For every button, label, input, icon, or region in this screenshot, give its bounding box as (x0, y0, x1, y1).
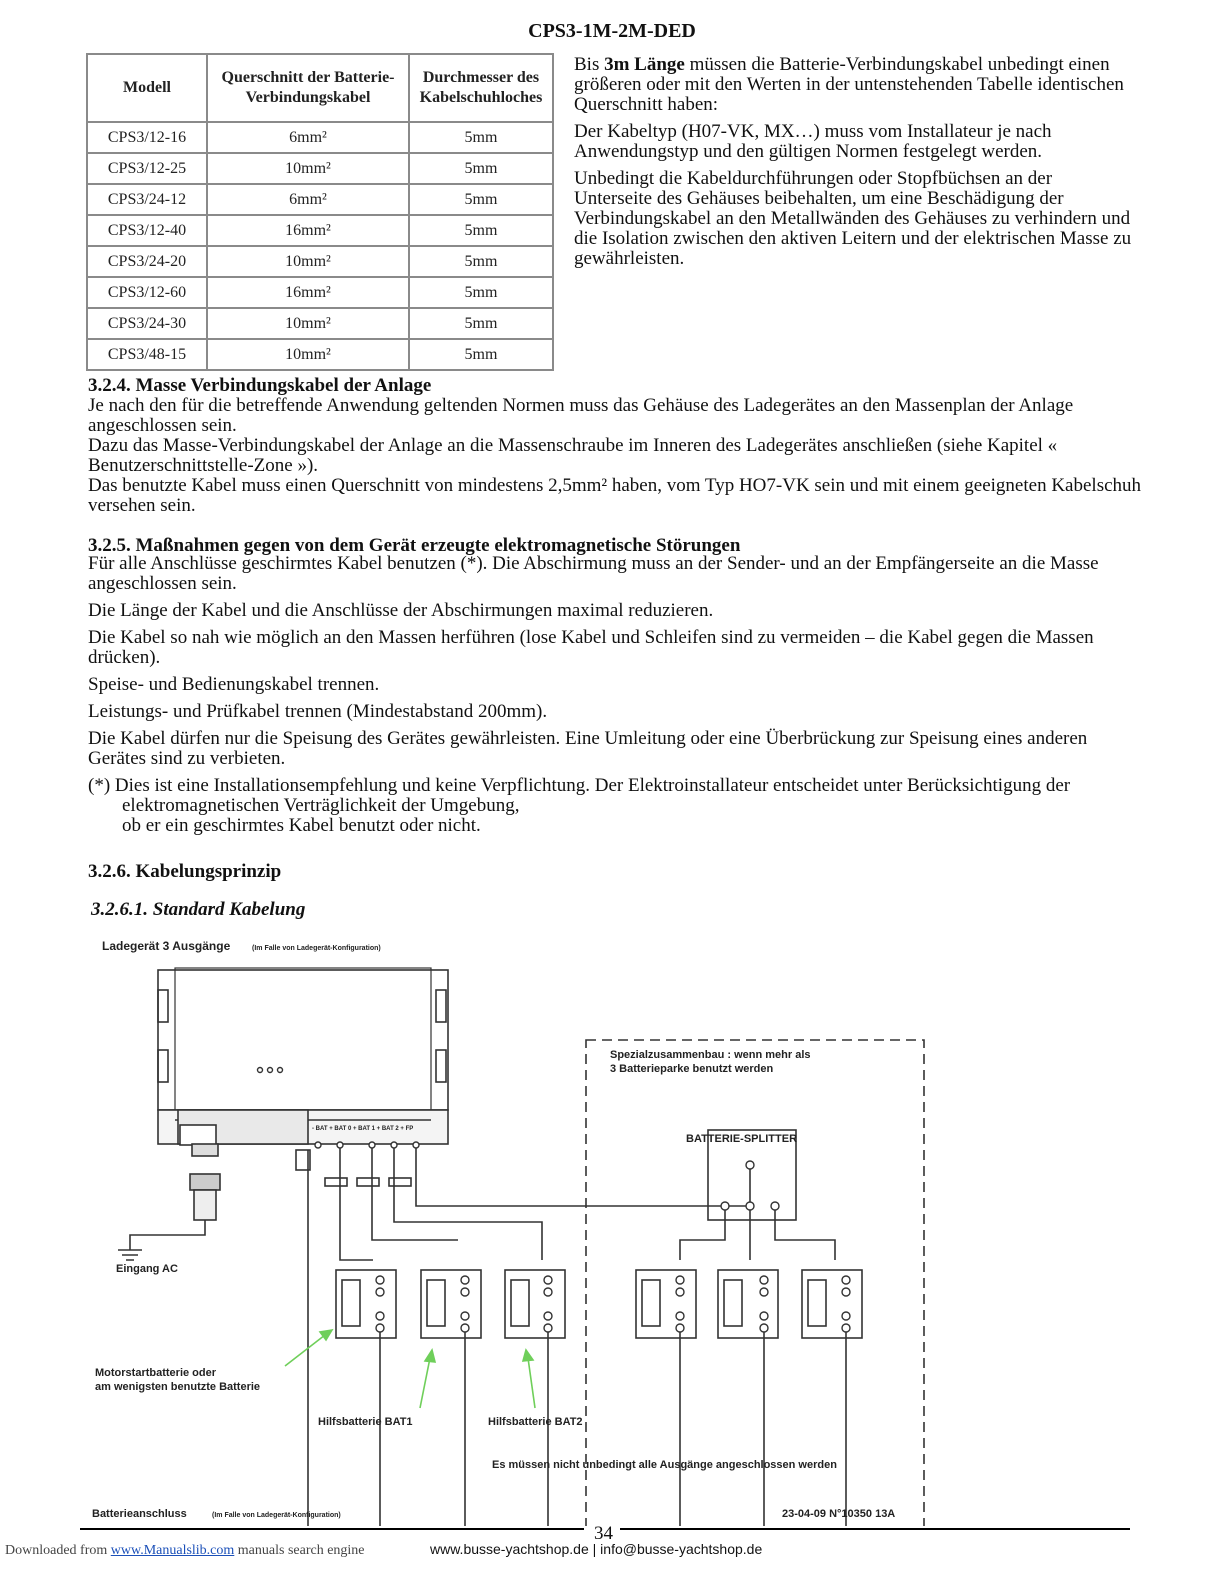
cable-notes (574, 55, 1134, 276)
paragraph: Dazu das Masse-Verbindungskabel der Anlage an die Massenschraube im Inneren des Ladegerätes anschließen (siehe Kapitel « Benutzerschnittstelle-Zone »). (88, 435, 1058, 476)
table-row (87, 215, 553, 246)
battery-bat1 (421, 1270, 481, 1338)
table-header-row (87, 54, 553, 122)
table-cell: CPS3/24-30 (87, 308, 207, 339)
aux-battery-2-label: Hilfsbatterie BAT2 (488, 1416, 583, 1428)
table-row (87, 184, 553, 215)
section-3-2-4 (88, 376, 1148, 516)
battery-extra-2 (718, 1270, 778, 1338)
diagram-footer-left: Batterieanschluss (92, 1508, 187, 1520)
table-row (87, 246, 553, 277)
footer-rule-left (80, 1528, 584, 1530)
battery-extra-1 (636, 1270, 696, 1338)
section-3-2-5 (88, 536, 1148, 836)
special-assembly-line-1: Spezialzusammenbau : wenn mehr als (610, 1049, 811, 1061)
cable-length-note: Bis 3m Länge müssen die Batterie-Verbindungskabel unbedingt einen größeren oder mit den Werten in der untenstehenden Tabelle identischen Querschnitt haben: (574, 54, 1124, 115)
section-heading: 3.2.5. Maßnahmen gegen von dem Gerät erzeugte elektromagnetische Störungen (88, 535, 741, 556)
table-row (87, 122, 553, 153)
battery-motor (336, 1270, 396, 1338)
table-header-cell: Querschnitt der Batterie-Verbindungskabel (207, 54, 409, 122)
table-cell: 6mm² (207, 122, 409, 153)
table-cell: CPS3/12-40 (87, 215, 207, 246)
battery-bat2 (505, 1270, 565, 1338)
table-header-cell: Durchmesser des Kabelschuhloches (409, 54, 553, 122)
diagram-footer-ref: 23-04-09 N°10350 13A (782, 1508, 896, 1520)
paragraph: Die Länge der Kabel und die Anschlüsse der Abschirmungen maximal reduzieren. (88, 600, 714, 621)
footer-rule-right (620, 1528, 1130, 1530)
page-number: 34 (594, 1523, 613, 1544)
table-cell: CPS3/48-15 (87, 339, 207, 370)
table-cell: 5mm (409, 308, 553, 339)
input-ac-label: Eingang AC (116, 1263, 178, 1275)
table-cell: 5mm (409, 184, 553, 215)
document-title: CPS3-1M-2M-DED (528, 20, 696, 42)
charger-housing (158, 970, 448, 1110)
table-cell: 5mm (409, 153, 553, 184)
paragraph: Speise- und Bedienungskabel trennen. (88, 674, 380, 695)
table-cell: CPS3/12-60 (87, 277, 207, 308)
section-heading: 3.2.4. Masse Verbindungskabel der Anlage (88, 375, 432, 396)
diagram-title: Ladegerät 3 Ausgänge (102, 939, 231, 953)
paragraph: Die Kabel dürfen nur die Speisung des Gerätes gewährleisten. Eine Umleitung oder eine Überbrückung zur Speisung eines anderen Gerätes sind zu verbieten. (88, 728, 1088, 769)
battery-extra-3 (802, 1270, 862, 1338)
footnote: (*) Dies ist eine Installationsempfehlung und keine Verpflichtung. Der Elektroinstallateur entscheidet unter Berücksichtigung der elektromagnetischen Verträglichkeit der Umgebung, ob er ein geschirmtes Kabel benutzt oder nicht. (88, 775, 1071, 836)
table-row (87, 339, 553, 370)
shop-contact: www.busse-yachtshop.de | info@busse-yachtshop.de (430, 1541, 763, 1557)
section-3-2-6-1-heading: 3.2.6.1. Standard Kabelung (91, 899, 306, 920)
table-cell: 6mm² (207, 184, 409, 215)
motor-battery-label-1: Motorstartbatterie oder (95, 1367, 217, 1379)
table-cell: 16mm² (207, 215, 409, 246)
diagram-title-note: (Im Falle von Ladegerät-Konfiguration) (252, 945, 381, 952)
paragraph: Je nach den für die betreffende Anwendung geltenden Normen muss das Gehäuse des Ladegerätes an den Massenplan der Anlage angeschlossen sein. (88, 395, 1074, 436)
table-cell: 16mm² (207, 277, 409, 308)
manualslib-link[interactable]: www.Manualslib.com (110, 1543, 235, 1558)
paragraph: Das benutzte Kabel muss einen Querschnitt von mindestens 2,5mm² haben, vom Typ HO7-VK sein und mit einem geeigneten Kabelschuh versehen sein. (88, 475, 1142, 516)
table-cell: CPS3/24-20 (87, 246, 207, 277)
splitter-label: BATTERIE-SPLITTER (686, 1133, 798, 1145)
table-cell: CPS3/12-25 (87, 153, 207, 184)
table-cell: 5mm (409, 339, 553, 370)
download-source: Downloaded from www.Manualslib.com manuals search engine (5, 1543, 365, 1558)
table-cell: 10mm² (207, 246, 409, 277)
table-row (87, 308, 553, 339)
motor-battery-label-2: am wenigsten benutzte Batterie (95, 1381, 261, 1393)
outputs-note: Es müssen nicht unbedingt alle Ausgänge angeschlossen werden (492, 1459, 837, 1471)
table-cell: 10mm² (207, 153, 409, 184)
aux-battery-1-label: Hilfsbatterie BAT1 (318, 1416, 413, 1428)
table-cell: 10mm² (207, 308, 409, 339)
diagram-footer-note: (Im Falle von Ladegerät-Konfiguration) (212, 1512, 341, 1519)
table-row (87, 277, 553, 308)
paragraph: Für alle Anschlüsse geschirmtes Kabel benutzen (*). Die Abschirmung muss an der Sender- und an der Empfängerseite an die Masse angeschlossen sein. (88, 553, 1099, 594)
table-cell: 5mm (409, 246, 553, 277)
paragraph: Die Kabel so nah wie möglich an den Massen herführen (lose Kabel und Schleifen sind zu vermeiden – die Kabel gegen die Massen drücken). (88, 627, 1094, 668)
cable-type-note: Der Kabeltyp (H07-VK, MX…) muss vom Installateur je nach Anwendungstyp und den gültigen Normen festgelegt werden. (574, 121, 1052, 162)
table-cell: 10mm² (207, 339, 409, 370)
table-cell: 5mm (409, 215, 553, 246)
paragraph: Leistungs- und Prüfkabel trennen (Mindestabstand 200mm). (88, 701, 548, 722)
wiring-diagram (0, 930, 1224, 1526)
table-row (87, 153, 553, 184)
cable-spec-table (86, 53, 554, 371)
table-cell: 5mm (409, 277, 553, 308)
table-cell: CPS3/12-16 (87, 122, 207, 153)
gland-note: Unbedingt die Kabeldurchführungen oder Stopfbüchsen an der Unterseite des Gehäuses beibehalten, um eine Beschädigung der Verbindungskabel an den Metallwänden des Gehäuses zu verhindern und die Isolation zwischen den aktiven Leitern und der elektrischen Masse zu gewährleisten. (574, 168, 1132, 269)
table-cell: 5mm (409, 122, 553, 153)
table-cell: CPS3/24-12 (87, 184, 207, 215)
table-header-cell: Modell (87, 54, 207, 122)
special-assembly-line-2: 3 Batterieparke benutzt werden (610, 1063, 774, 1075)
terminal-labels: - BAT + BAT 0 + BAT 1 + BAT 2 + FP (312, 1126, 414, 1132)
section-3-2-6-heading: 3.2.6. Kabelungsprinzip (88, 861, 282, 882)
